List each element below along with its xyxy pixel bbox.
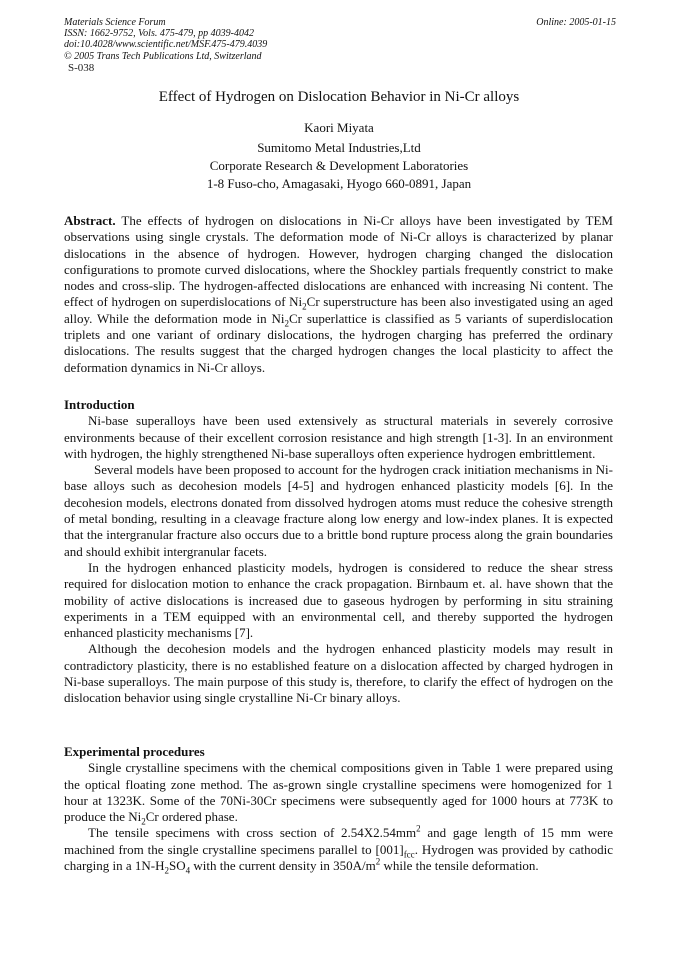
paper-title: Effect of Hydrogen on Dislocation Behavior in Ni-Cr alloys [158,89,520,105]
online-date: Online: 2005-01-15 [536,17,616,28]
abstract-paragraph: Abstract. The effects of hydrogen on dislocations in Ni-Cr alloys have been investigated by TEM observations using single crystals. The deformation mode of Ni-Cr alloys is characterized by planar dislocations in the absence of hydrogen. However, hydrogen charging changed the dislocation configurations to promote curved dislocations, where the Shockley partials frequently constrict to make nodes and cross-slip. The hydrogen-affected dislocations are enhanced with increasing Ni content. The effect of hydrogen on superdislocations of $Ni_2Cr$ superstructure has been also investigated using an aged alloy. While the deformation mode in $Ni_2Cr$ superlattice is classified as 5 variants of superdislocation triplets and one variant of ordinary dislocations, the hydrogen charging has preferred the ordinary dislocations. The results suggest that the charged hydrogen changes the local plasticity to affect the deformation dynamics in Ni-Cr alloys. [64,213,613,375]
affiliation-block [0,139,678,193]
abstract-section [64,213,613,376]
intro-paragraph-4: Although the decohesion models and the hydrogen enhanced plasticity models may result in contradictory plasticity, there is no established feature on a dislocation affected by charged hydrogen in Ni-base superalloys. The main purpose of this study is, therefore, to clarify the effect of hydrogen on the dislocation behavior using single crystalline Ni-Cr binary alloys. [64,641,613,706]
experimental-paragraph-2: The tensile specimens with cross section of $2.54X2.54mm^2$ and gage length of 15 mm were machined from the single crystalline specimens parallel to $[001]_{fcc}$. Hydrogen was provided by cathodic charging in a $1N-H_2SO_4$ with the current density in $350A/m^2$ while the tensile deformation. [64,824,614,876]
paper-code-stamp: S-038 [68,62,95,74]
abstract-label: Abstract. [64,213,116,228]
journal-header [64,17,267,62]
copyright-line: © 2005 Trans Tech Publications Ltd, Switzerland [64,50,262,62]
journal-name: Materials Science Forum [64,17,166,28]
issn-line: ISSN: 1662-9752, Vols. 475-479, pp 4039-4042 [64,28,254,40]
author-name: Kaori Miyata [304,120,374,135]
affiliation-lab: Corporate Research & Development Laboratories [209,158,469,173]
affiliation-address: 1-8 Fuso-cho, Amagasaki, Hyogo 660-0891, Japan [206,176,472,191]
intro-paragraph-2: Several models have been proposed to account for the hydrogen crack initiation mechanisms in Ni-base alloys such as decohesion models [4-5] and hydrogen enhanced plasticity models [6]. In the decohesion models, electrons donated from dissolved hydrogen atoms must reduce the cohesive strength of metal bonding, resulting in a cleavage fracture along low energy and low-index planes. It is expected that the intergranular fracture also occurs due to a brittle bond rupture process along the grain boundaries and should exhibit intergranular facets. [64,462,613,559]
experimental-paragraph-1: Single crystalline specimens with the chemical compositions given in Table 1 were prepared using the optical floating zone method. The as-grown single crystalline specimens were homogenized for 1 hour at 1323K. Some of the 70Ni-30Cr specimens were subsequently aged for 1000 hours at 773K to produce the $Ni_2Cr$ ordered phase. [64,760,613,827]
intro-paragraph-1: Ni-base superalloys have been used extensively as structural materials in severely corrosive environments because of their excellent corrosion resistance and high strength [1-3]. In an environment with hydrogen, the highly strengthened Ni-base superalloys often experience hydrogen embrittlement. [64,413,613,461]
introduction-section [64,397,613,707]
experimental-section [64,744,613,874]
section-heading-introduction: Introduction [64,397,135,412]
intro-paragraph-3: In the hydrogen enhanced plasticity models, hydrogen is considered to reduce the shear stress required for dislocation motion to enhance the crack propagation. Birnbaum et. al. have shown that the mobility of active dislocations is increased due to gaseous hydrogen by performing in situ straining experiments in a TEM equipped with an environmental cell, and thereby supported the hydrogen enhanced plasticity mechanisms [7]. [64,559,613,641]
affiliation-company: Sumitomo Metal Industries,Ltd [257,140,421,155]
doi-line: doi:10.4028/www.scientific.net/MSF.475-479.4039 [64,39,268,51]
section-heading-experimental: Experimental procedures [64,744,205,759]
